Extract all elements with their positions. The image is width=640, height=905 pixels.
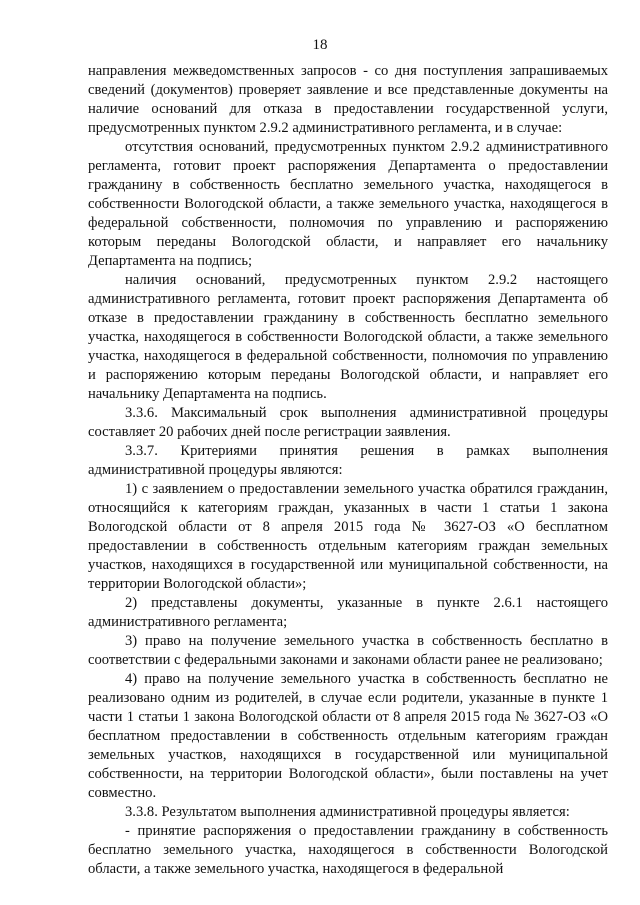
paragraph: 3.3.6. Максимальный срок выполнения административной процедуры составляет 20 рабочих дней после регистрации заявления. [88, 405, 608, 440]
paragraph: 2) представлены документы, указанные в пункте 2.6.1 настоящего административного регламента; [88, 595, 608, 630]
paragraph: отсутствия оснований, предусмотренных пунктом 2.9.2 административного регламента, готовит проект распоряжения Департамента о предоставлении гражданину в собственность бесплатно земельного участка, находящегося в собственности Вологодской области, а также земельного участка, находящегося в федеральной собственности, полномочия по управлению и распоряжению которым переданы Вологодской области, и направляет его начальнику Департамента на подпись; [88, 139, 608, 269]
document-body [88, 62, 608, 879]
paragraph: - принятие распоряжения о предоставлении гражданину в собственность бесплатно земельного участка, находящегося в собственности Вологодской области, а также земельного участка, находящегося в федеральной [88, 823, 608, 877]
paragraph: 3.3.8. Результатом выполнения административной процедуры является: [125, 804, 570, 820]
paragraph: 3) право на получение земельного участка в собственность бесплатно в соответствии с федеральными законами и законами области ранее не реализовано; [88, 633, 608, 668]
paragraph: 4) право на получение земельного участка в собственность бесплатно не реализовано одним из родителей, в случае если родители, указанные в пункте 1 части 1 статьи 1 закона Вологодской области от 8 апреля 2015 года № 3627-ОЗ «О бесплатном предоставлении в собственность отдельным категориям граждан земельных участков, находящихся в государственной или муниципальной собственности, на территории Вологодской области», были поставлены на учет совместно. [88, 671, 608, 801]
page-number: 18 [312, 37, 328, 53]
paragraph: наличия оснований, предусмотренных пунктом 2.9.2 настоящего административного регламента, готовит проект распоряжения Департамента об отказе в предоставлении гражданину в собственность бесплатно земельного участка, находящегося в собственности Вологодской области, а также земельного участка, находящегося в федеральной собственности, полномочия по управлению и распоряжению которым переданы Вологодской области, и направляет его начальнику Департамента на подпись. [88, 272, 608, 402]
paragraph: 3.3.7. Критериями принятия решения в рамках выполнения административной процедуры являются: [88, 443, 608, 478]
paragraph: 1) с заявлением о предоставлении земельного участка обратился гражданин, относящийся к категориям граждан, указанных в части 1 статьи 1 закона Вологодской области от 8 апреля 2015 года № 3627-ОЗ «О бесплатном предоставлении в собственность отдельным категориям граждан земельных участков, находящихся в государственной или муниципальной собственности, на территории Вологодской области»; [88, 481, 608, 592]
paragraph: направления межведомственных запросов - со дня поступления запрашиваемых сведений (документов) проверяет заявление и все представленные документы на наличие оснований для отказа в предоставлении государственной услуги, предусмотренных пунктом 2.9.2 административного регламента, и в случае: [88, 63, 608, 136]
